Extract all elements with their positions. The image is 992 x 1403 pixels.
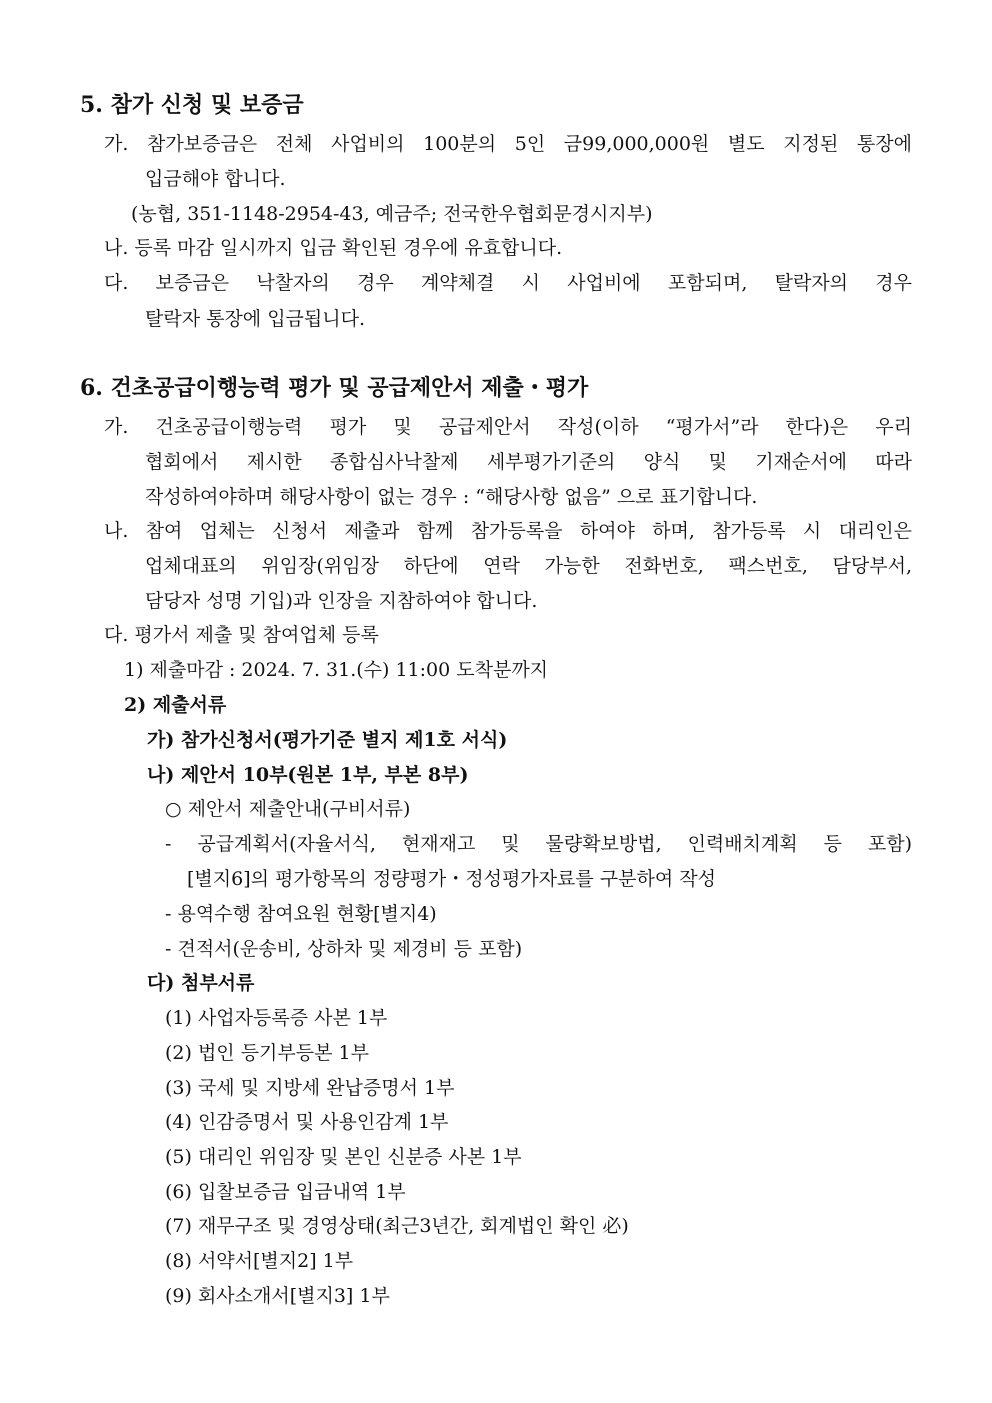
attachment-item: (8) 서약서[별지2] 1부 bbox=[165, 1250, 354, 1272]
sub-na-proposal: 나) 제안서 10부(원본 1부, 부본 8부) bbox=[147, 764, 469, 786]
attachment-item: (9) 회사소개서[별지3] 1부 bbox=[165, 1285, 390, 1307]
section6-ga-line2: 협회에서 제시한 종합심사낙찰제 세부평가기준의 양식 및 기재순서에 따라 bbox=[145, 451, 912, 473]
sub-da-attachments: 다) 첨부서류 bbox=[147, 972, 255, 994]
section5-account: (농협, 351-1148-2954-43, 예금주; 전국한우협회문경시지부) bbox=[131, 203, 653, 225]
attachment-item: (6) 입찰보증금 입금내역 1부 bbox=[165, 1181, 406, 1203]
proposal-guide: ○ 제안서 제출안내(구비서류) bbox=[165, 798, 411, 820]
attachment-item: (2) 법인 등기부등본 1부 bbox=[165, 1042, 369, 1064]
section5-da-line2: 탈락자 통장에 입금됩니다. bbox=[145, 308, 366, 330]
dash-item-staff: - 용역수행 참여요원 현황[별지4) bbox=[165, 903, 437, 925]
section6-da: 다. 평가서 제출 및 참여업체 등록 bbox=[104, 624, 379, 646]
attachment-item: (4) 인감증명서 및 사용인감계 1부 bbox=[165, 1111, 449, 1133]
section6-title: 6. 건초공급이행능력 평가 및 공급제안서 제출・평가 bbox=[80, 375, 589, 401]
section6-na-line3: 담당자 성명 기입)과 인장을 지참하여야 합니다. bbox=[145, 590, 538, 612]
section5-ga-line1: 가. 참가보증금은 전체 사업비의 100분의 5인 금99,000,000원 별도 지정된 통장에 bbox=[104, 133, 912, 155]
attachment-item: (5) 대리인 위임장 및 본인 신분증 사본 1부 bbox=[165, 1146, 522, 1168]
submission-deadline: 1) 제출마감 : 2024. 7. 31.(수) 11:00 도착분까지 bbox=[124, 659, 549, 681]
dash-item-estimate: - 견적서(운송비, 상하차 및 제경비 등 포함) bbox=[165, 938, 523, 960]
documents-title: 2) 제출서류 bbox=[124, 694, 227, 716]
section5-title: 5. 참가 신청 및 보증금 bbox=[80, 92, 304, 118]
section6-na-line2: 업체대표의 위임장(위임장 하단에 연락 가능한 전화번호, 팩스번호, 담당부서, bbox=[145, 555, 912, 577]
dash-item-supply-plan: - 공급계획서(자율서식, 현재재고 및 물량확보방법, 인력배치계획 등 포함) bbox=[165, 833, 912, 855]
section6-ga-line3: 작성하여야하며 해당사항이 없는 경우 : “해당사항 없음” 으로 표기합니다. bbox=[145, 486, 758, 508]
attachment-item: (3) 국세 및 지방세 완납증명서 1부 bbox=[165, 1077, 455, 1099]
section6-na-line1: 나. 참여 업체는 신청서 제출과 함께 참가등록을 하여야 하며, 참가등록 시 대리인은 bbox=[104, 520, 912, 542]
attachment-item: (1) 사업자등록증 사본 1부 bbox=[165, 1007, 388, 1029]
attachment-item: (7) 재무구조 및 경영상태(최근3년간, 회계법인 확인 必) bbox=[165, 1215, 629, 1237]
section5-na: 나. 등록 마감 일시까지 입금 확인된 경우에 유효합니다. bbox=[104, 237, 563, 259]
section5-da-line1: 다. 보증금은 낙찰자의 경우 계약체결 시 사업비에 포함되며, 탈락자의 경우 bbox=[104, 272, 912, 294]
sub-ga-application: 가) 참가신청서(평가기준 별지 제1호 서식) bbox=[147, 729, 508, 751]
section6-ga-line1: 가. 건초공급이행능력 평가 및 공급제안서 작성(이하 “평가서”라 한다)은 우리 bbox=[104, 416, 912, 438]
section5-ga-line2: 입금해야 합니다. bbox=[145, 168, 286, 190]
dash-item-supply-plan-cont: [별지6]의 평가항목의 정량평가・정성평가자료를 구분하여 작성 bbox=[187, 868, 716, 890]
